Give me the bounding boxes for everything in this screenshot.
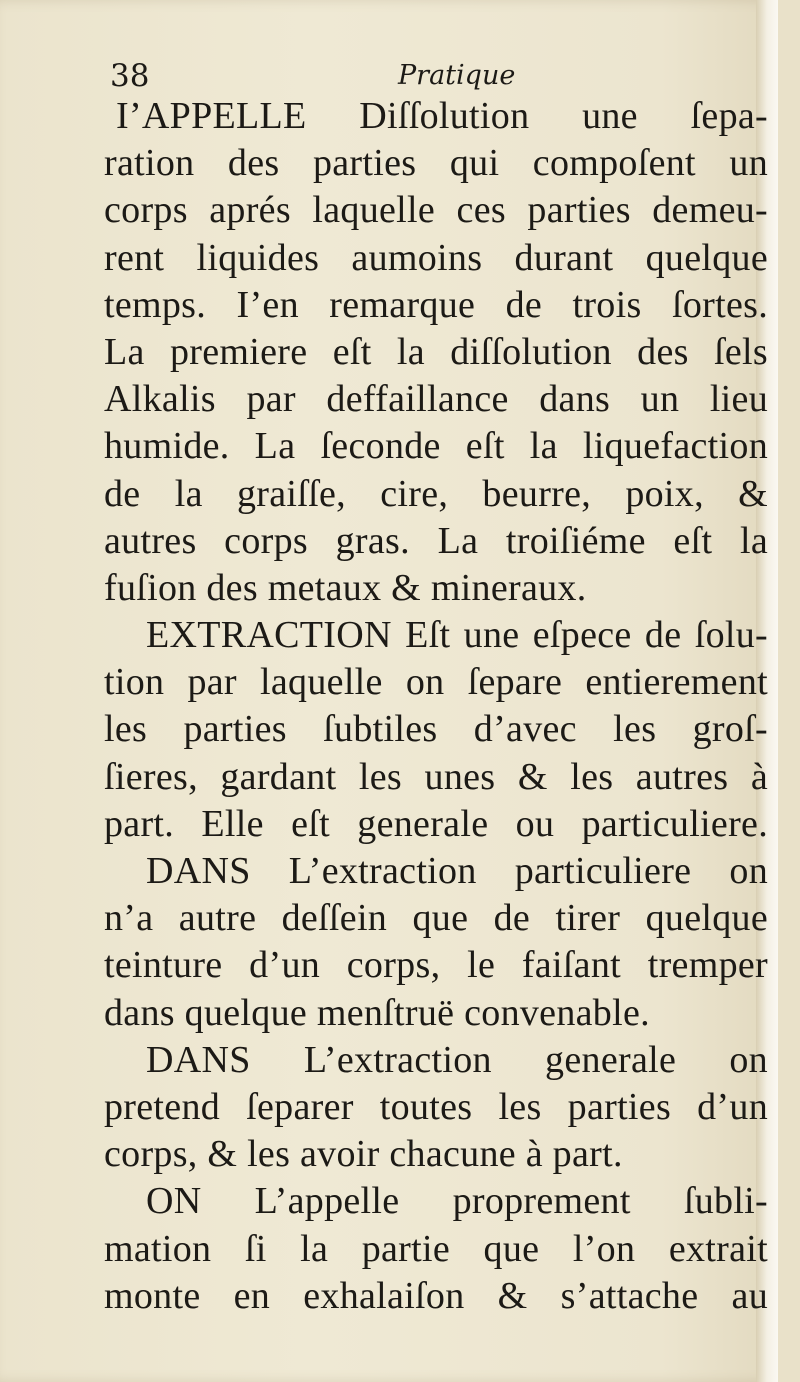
text-line: les parties ſubtiles d’avec les groſ- [104, 708, 768, 751]
page-number: 38 [110, 58, 150, 94]
text-line: autres corps gras. La troiſiéme eſt la [104, 519, 768, 562]
text-line: corps aprés laquelle ces parties demeu- [104, 189, 768, 232]
text-line: tion par laquelle on ſepare entierement [104, 661, 768, 704]
text-line: rent liquides aumoins durant quelque [104, 236, 768, 279]
running-title: Pratique [398, 60, 516, 91]
text-line: ON L’appelle proprement ſubli- [146, 1180, 768, 1223]
text-line: ſieres, gardant les unes & les autres à [104, 755, 768, 798]
body-text [104, 93, 768, 1320]
text-line: Alkalis par deffaillance dans un lieu [104, 378, 768, 421]
text-line: ration des parties qui compoſent un [104, 142, 768, 185]
text-line: fuſion des metaux & mineraux. [104, 566, 587, 609]
text-line: EXTRACTION Eſt une eſpece de ſolu- [146, 614, 768, 657]
text-line: La premiere eſt la diſſolution des ſels [104, 330, 768, 373]
text-line: corps, & les avoir chacune à part. [104, 1133, 623, 1176]
text-line: temps. I’en remarque de trois ſortes. [104, 283, 768, 326]
text-line: monte en exhalaiſon & s’attache au [104, 1274, 768, 1317]
text-line: dans quelque menſtruë convenable. [104, 991, 650, 1034]
text-line: de la graiſſe, cire, beurre, poix, & [104, 472, 768, 515]
text-line: n’a autre deſſein que de tirer quelque [104, 897, 768, 940]
text-line: pretend ſeparer toutes les parties d’un [104, 1085, 768, 1128]
text-line: I’APPELLE Diſſolution une ſepa- [116, 95, 768, 137]
text-line: teinture d’un corps, le faiſant tremper [104, 944, 768, 987]
text-line: DANS L’extraction generale on [146, 1038, 768, 1081]
text-line: part. Elle eſt generale ou particuliere. [104, 802, 768, 845]
text-line: DANS L’extraction particuliere on [146, 850, 768, 892]
text-line: humide. La ſeconde eſt la liquefaction [104, 425, 768, 468]
text-line: mation ſi la partie que l’on extrait [104, 1227, 768, 1270]
